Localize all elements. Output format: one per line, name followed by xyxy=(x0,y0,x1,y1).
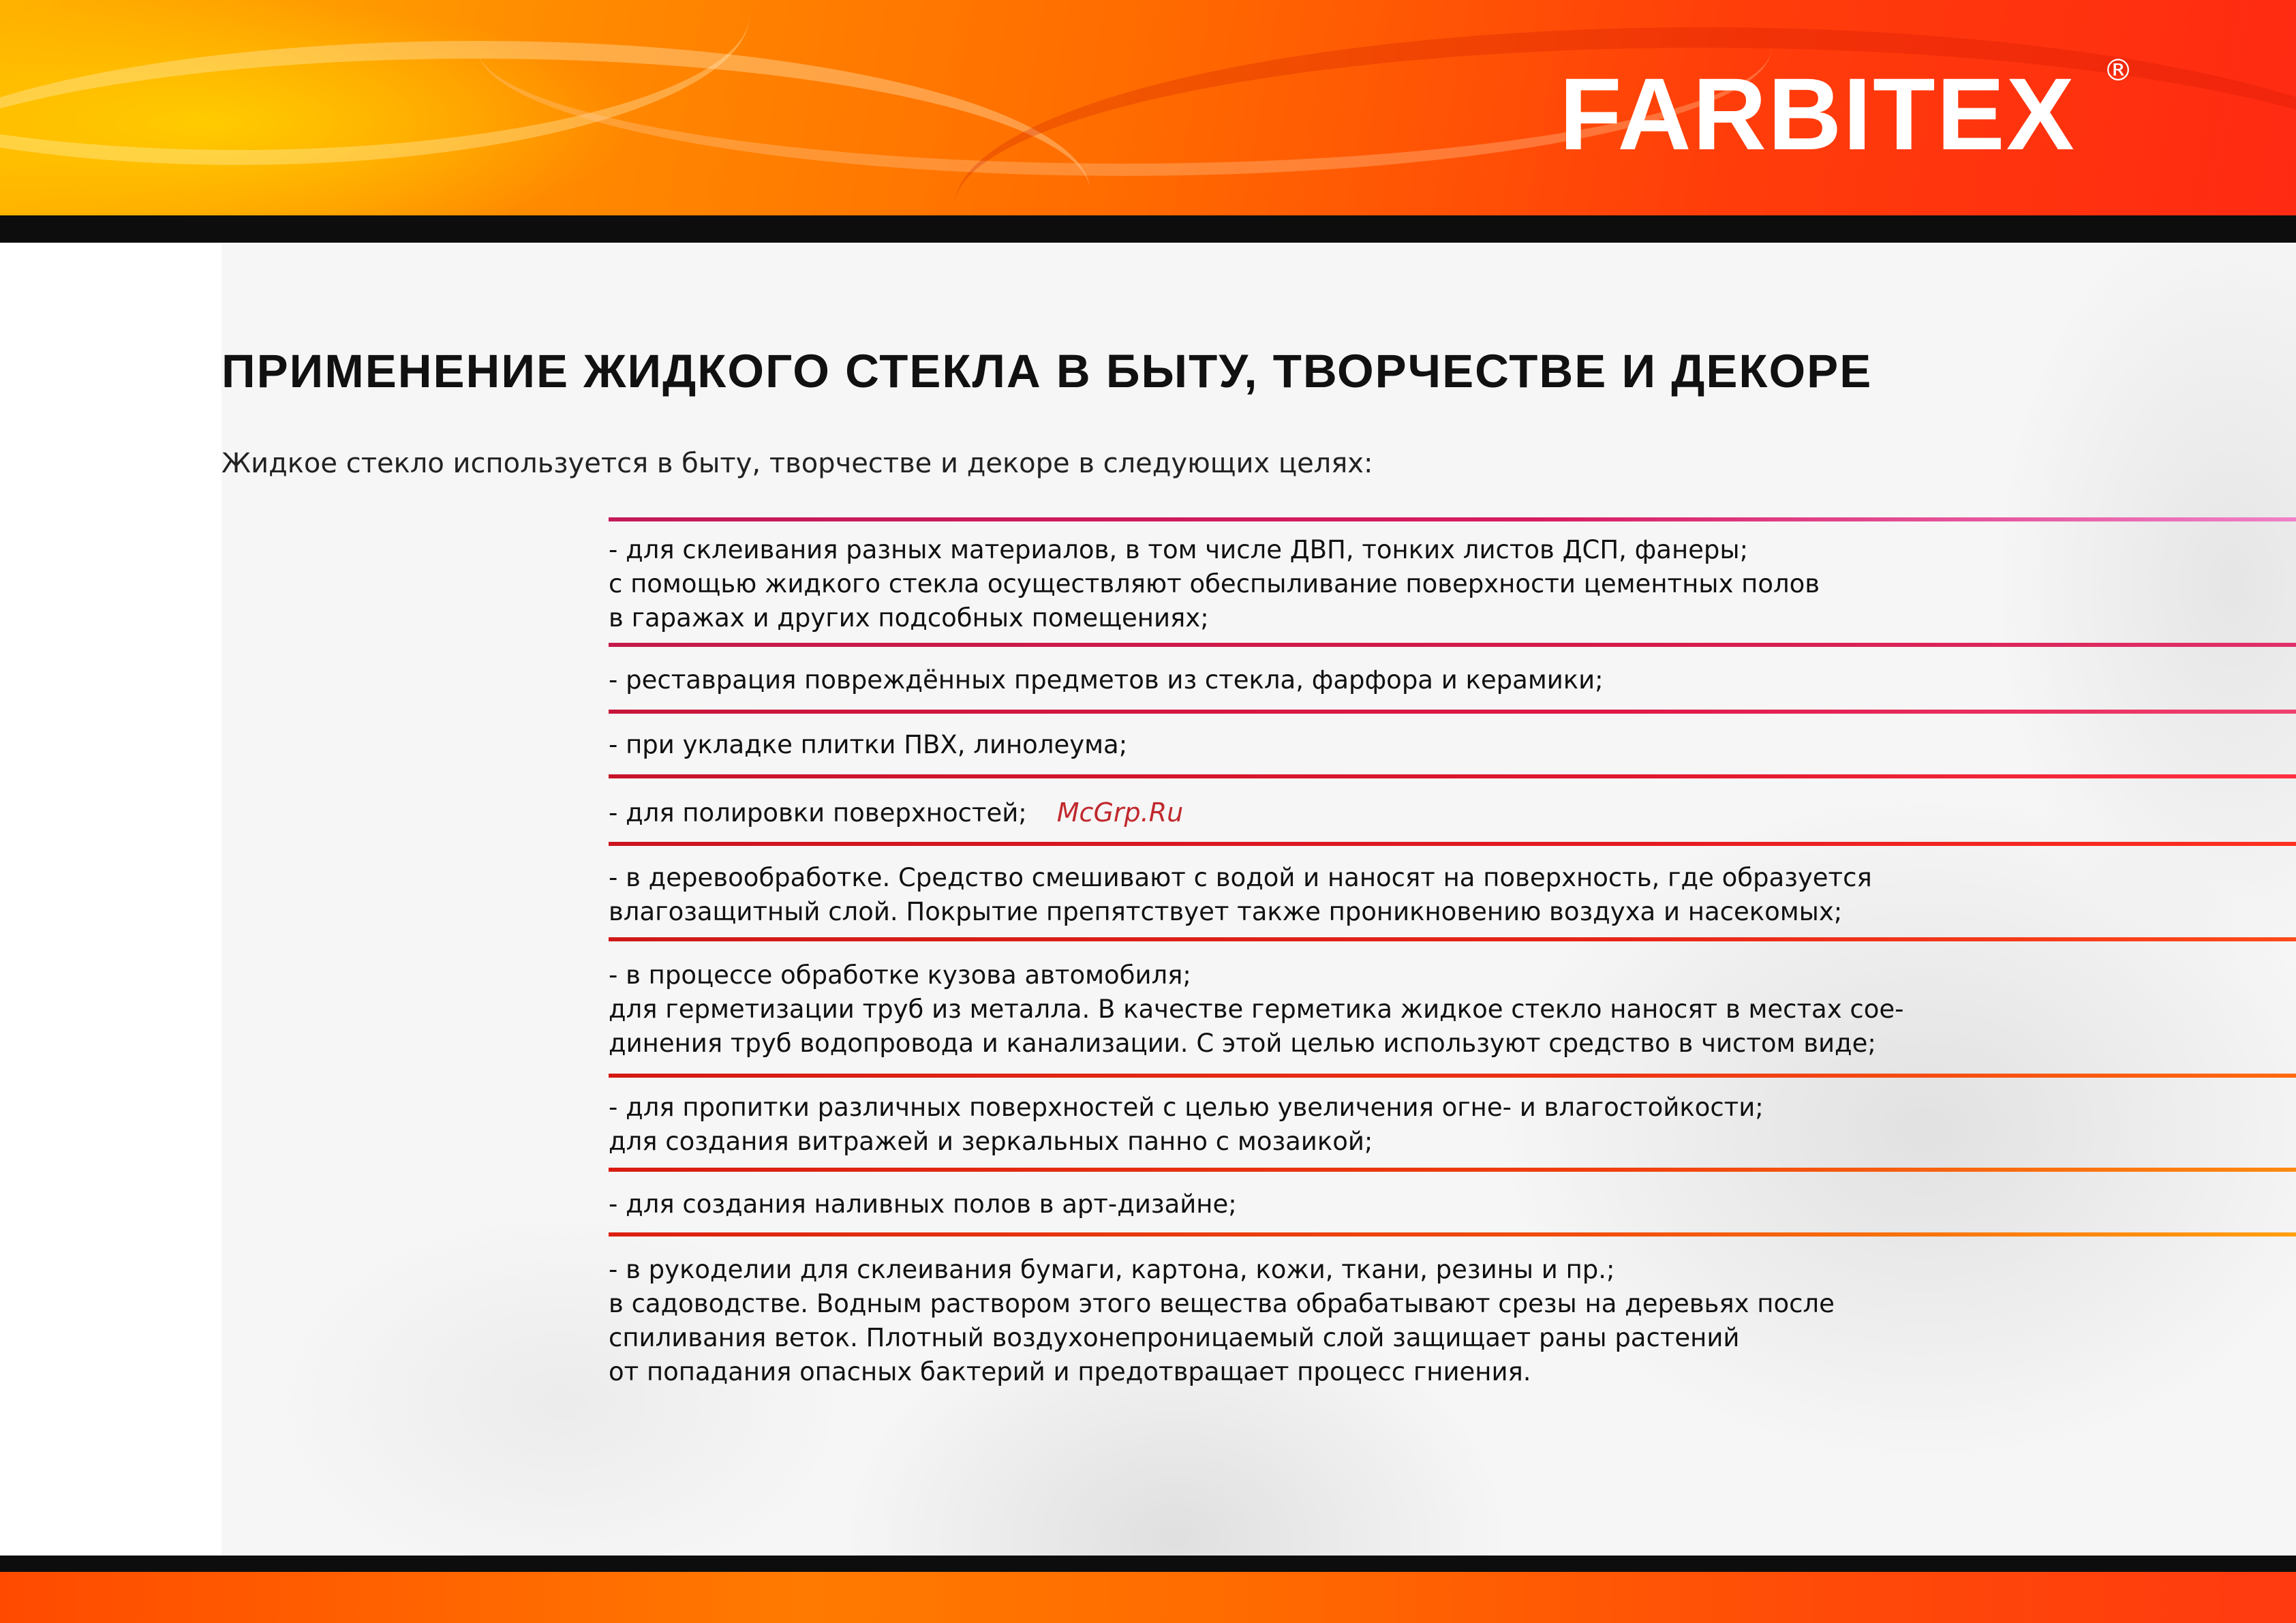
list-item xyxy=(609,795,1972,830)
intro-text: Жидкое стекло используется в быту, творчестве и декоре в следующих целях: xyxy=(221,448,1373,479)
item-line: спиливания веток. Плотный воздухонепроницаемый слой защищает раны растений xyxy=(609,1323,1740,1352)
section-divider xyxy=(609,643,2296,647)
list-item xyxy=(609,663,1972,697)
list-item xyxy=(609,1253,1972,1389)
footer-banner xyxy=(0,1572,2296,1623)
item-line: - при укладке плитки ПВХ, линолеума; xyxy=(609,730,1128,759)
item-line: - в рукоделии для склеивания бумаги, картона, кожи, ткани, резины и пр.; xyxy=(609,1255,1615,1284)
list-item xyxy=(609,1187,1972,1222)
item-line: - в деревообработке. Средство смешивают с водой и наносят на поверхность, где образуется xyxy=(609,863,1872,892)
list-item xyxy=(609,861,1972,929)
registered-mark: ® xyxy=(2103,53,2133,88)
list-item xyxy=(609,1091,1972,1159)
section-divider xyxy=(609,517,2296,521)
header-banner xyxy=(0,0,2296,215)
section-divider xyxy=(609,937,2296,941)
list-item xyxy=(609,533,1972,635)
item-line: динения труб водопровода и канализации. С этой целью используют средство в чистом виде; xyxy=(609,1029,1876,1058)
list-item xyxy=(609,958,1972,1061)
item-line: для создания витражей и зеркальных панно с мозаикой; xyxy=(609,1127,1373,1156)
item-line: - реставрация повреждённых предметов из стекла, фарфора и керамики; xyxy=(609,665,1604,695)
item-line: в садоводстве. Водным раствором этого вещества обрабатывают срезы на деревьях после xyxy=(609,1289,1835,1318)
item-line: - для создания наливных полов в арт-дизайне; xyxy=(609,1189,1237,1219)
item-line: в гаражах и других подсобных помещениях; xyxy=(609,603,1209,633)
item-line: для герметизации труб из металла. В качестве герметика жидкое стекло наносят в местах сое- xyxy=(609,995,1904,1024)
section-divider xyxy=(609,710,2296,714)
header-divider-bar xyxy=(0,215,2296,243)
list-item xyxy=(609,728,1972,762)
item-line: - для склеивания разных материалов, в том числе ДВП, тонких листов ДСП, фанеры; xyxy=(609,535,1749,564)
footer-divider-bar xyxy=(0,1556,2296,1572)
brand-logo: FARBITEX xyxy=(1559,57,2076,171)
item-line-row xyxy=(609,795,1972,830)
item-line: - для пропитки различных поверхностей с целью увеличения огне- и влагостойкости; xyxy=(609,1093,1764,1122)
section-divider xyxy=(609,1168,2296,1172)
section-divider xyxy=(609,1074,2296,1078)
item-line: влагозащитный слой. Покрытие препятствует также проникновению воздуха и насекомых; xyxy=(609,897,1843,926)
watermark-text: McGrp.Ru xyxy=(1056,798,1184,828)
section-divider xyxy=(609,842,2296,846)
item-line: - в процессе обработке кузова автомобиля; xyxy=(609,960,1191,990)
section-divider xyxy=(609,774,2296,778)
item-line: от попадания опасных бактерий и предотвращает процесс гниения. xyxy=(609,1357,1531,1386)
item-line: с помощью жидкого стекла осуществляют обеспыливание поверхности цементных полов xyxy=(609,569,1820,598)
page-title: ПРИМЕНЕНИЕ ЖИДКОГО СТЕКЛА В БЫТУ, ТВОРЧЕСТВЕ И ДЕКОРЕ xyxy=(221,345,1873,397)
item-line: - для полировки поверхностей; xyxy=(609,798,1027,828)
